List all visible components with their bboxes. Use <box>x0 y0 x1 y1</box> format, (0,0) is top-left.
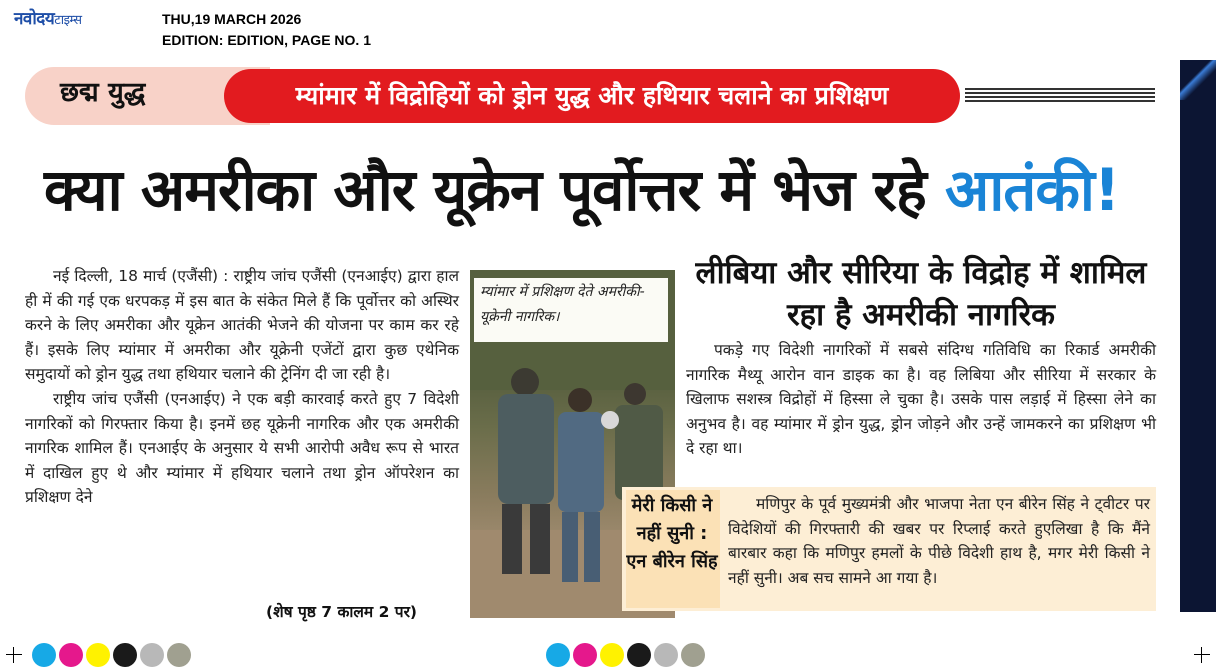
headline-accent: आतंकी! <box>945 156 1120 224</box>
magenta-swatch-icon <box>59 643 83 667</box>
headline-main: क्या अमरीका और यूक्रेन पूर्वोत्तर में भेज रहे <box>44 156 945 224</box>
photo-caption: म्यांमार में प्रशिक्षण देते अमरीकी-यूक्रेनी नागरिक। <box>474 278 668 342</box>
quote-body <box>728 492 1150 590</box>
cyan-swatch-icon <box>32 643 56 667</box>
black-swatch-icon <box>627 643 651 667</box>
olive-swatch-icon <box>167 643 191 667</box>
edition-line: EDITION: EDITION, PAGE NO. 1 <box>162 32 371 48</box>
cyan-swatch-icon <box>546 643 570 667</box>
grey-swatch-icon <box>140 643 164 667</box>
sidebar-paragraph: पकड़े गए विदेशी नागरिकों में सबसे संदिग्ध गतिविधि का रिकार्ड अमरीकी नागरिक मैथ्यू आरोन वान डाइक का है। वह लिबिया और सीरिया में सरकार के खिलाफ सशस्त्र विद्रोहों में हिस्सा ले चुका है। उसके पास लड़ाई में हिस्सा लेने का अनुभव है। वह म्यांमार में ड्रोन युद्ध, ड्रोन जोड़ने और उन्हें जामकरने का प्रशिक्षण भी दे रहा था। <box>686 341 1156 457</box>
newspaper-logo[interactable] <box>14 6 82 29</box>
magenta-swatch-icon <box>573 643 597 667</box>
banner-rule <box>965 88 1155 102</box>
adjacent-page-strip <box>1180 60 1216 612</box>
date-line: THU,19 MARCH 2026 <box>162 11 302 27</box>
logo-subtext: टाइम्स <box>54 13 82 28</box>
grey-swatch-icon <box>654 643 678 667</box>
edition-info <box>162 9 371 51</box>
quote-title: मेरी किसी ने नहीं सुनी : एन बीरेन सिंह <box>626 495 718 572</box>
registration-mark-icon <box>1194 647 1210 663</box>
kicker-text: म्यांमार में विद्रोहियों को ड्रोन युद्ध और हथियार चलाने का प्रशिक्षण <box>295 81 889 110</box>
sidebar-body <box>686 338 1156 461</box>
article-paragraph: नई दिल्ली, 18 मार्च (एजैंसी) : राष्ट्रीय जांच एजैंसी (एनआईए) द्वारा हाल ही में की गई एक धरपकड़ में इस बात के संकेत मिले हैं कि पूर्वोत्तर को अस्थिर करने के लिए अमरीका और यूक्रेन आतंकी भेजने की योजना पर काम कर रहे हैं। इसके लिए म्यांमार में अमरीका और यूक्रेनी एजेंटों द्वारा कुछ एथेनिक समुदायों को ड्रोन युद्ध तथा हथियार चलाने की ट्रेनिंग दी जा रही है। <box>25 267 459 384</box>
continued-link[interactable]: (शेष पृष्ठ 7 कालम 2 पर) <box>266 603 417 621</box>
registration-mark-icon <box>6 647 22 663</box>
sidebar-headline[interactable]: लीबिया और सीरिया के विद्रोह में शामिल रहा है अमरीकी नागरिक <box>695 255 1147 333</box>
olive-swatch-icon <box>681 643 705 667</box>
logo-text: नवोदय <box>14 9 55 29</box>
yellow-swatch-icon <box>86 643 110 667</box>
yellow-swatch-icon <box>600 643 624 667</box>
article-body <box>25 264 459 510</box>
black-swatch-icon <box>113 643 137 667</box>
section-label: छद्म युद्ध <box>60 77 146 108</box>
article-paragraph: राष्ट्रीय जांच एजैंसी (एनआईए) ने एक बड़ी कारवाई करते हुए 7 विदेशी नागरिकों को गिरफ्तार किया है। इनमें छह यूक्रेनी नागरिक और एक अमरीकी नागरिक शामिल हैं। एनआईए के अनुसार ये सभी आरोपी अवैध रूप से भारत में दाखिल हुए थे और म्यांमार में हथियार चलाने तथा ड्रोन ऑपरेशन का प्रशिक्षण देने <box>25 389 459 507</box>
main-headline[interactable] <box>44 155 1119 225</box>
quote-paragraph: मणिपुर के पूर्व मुख्यमंत्री और भाजपा नेता एन बीरेन सिंह ने ट्वीटर पर विदेशियों की गिरफ्तारी की खबर पर रिप्लाई करते हुएलिखा है कि मैंने बारबार कहा कि मणिपुर हमलों के पीछे विदेशी हाथ है, मगर मेरी किसी ने नहीं सुनी। अब सच सामने आ गया है। <box>728 495 1150 587</box>
masthead <box>0 0 1216 60</box>
